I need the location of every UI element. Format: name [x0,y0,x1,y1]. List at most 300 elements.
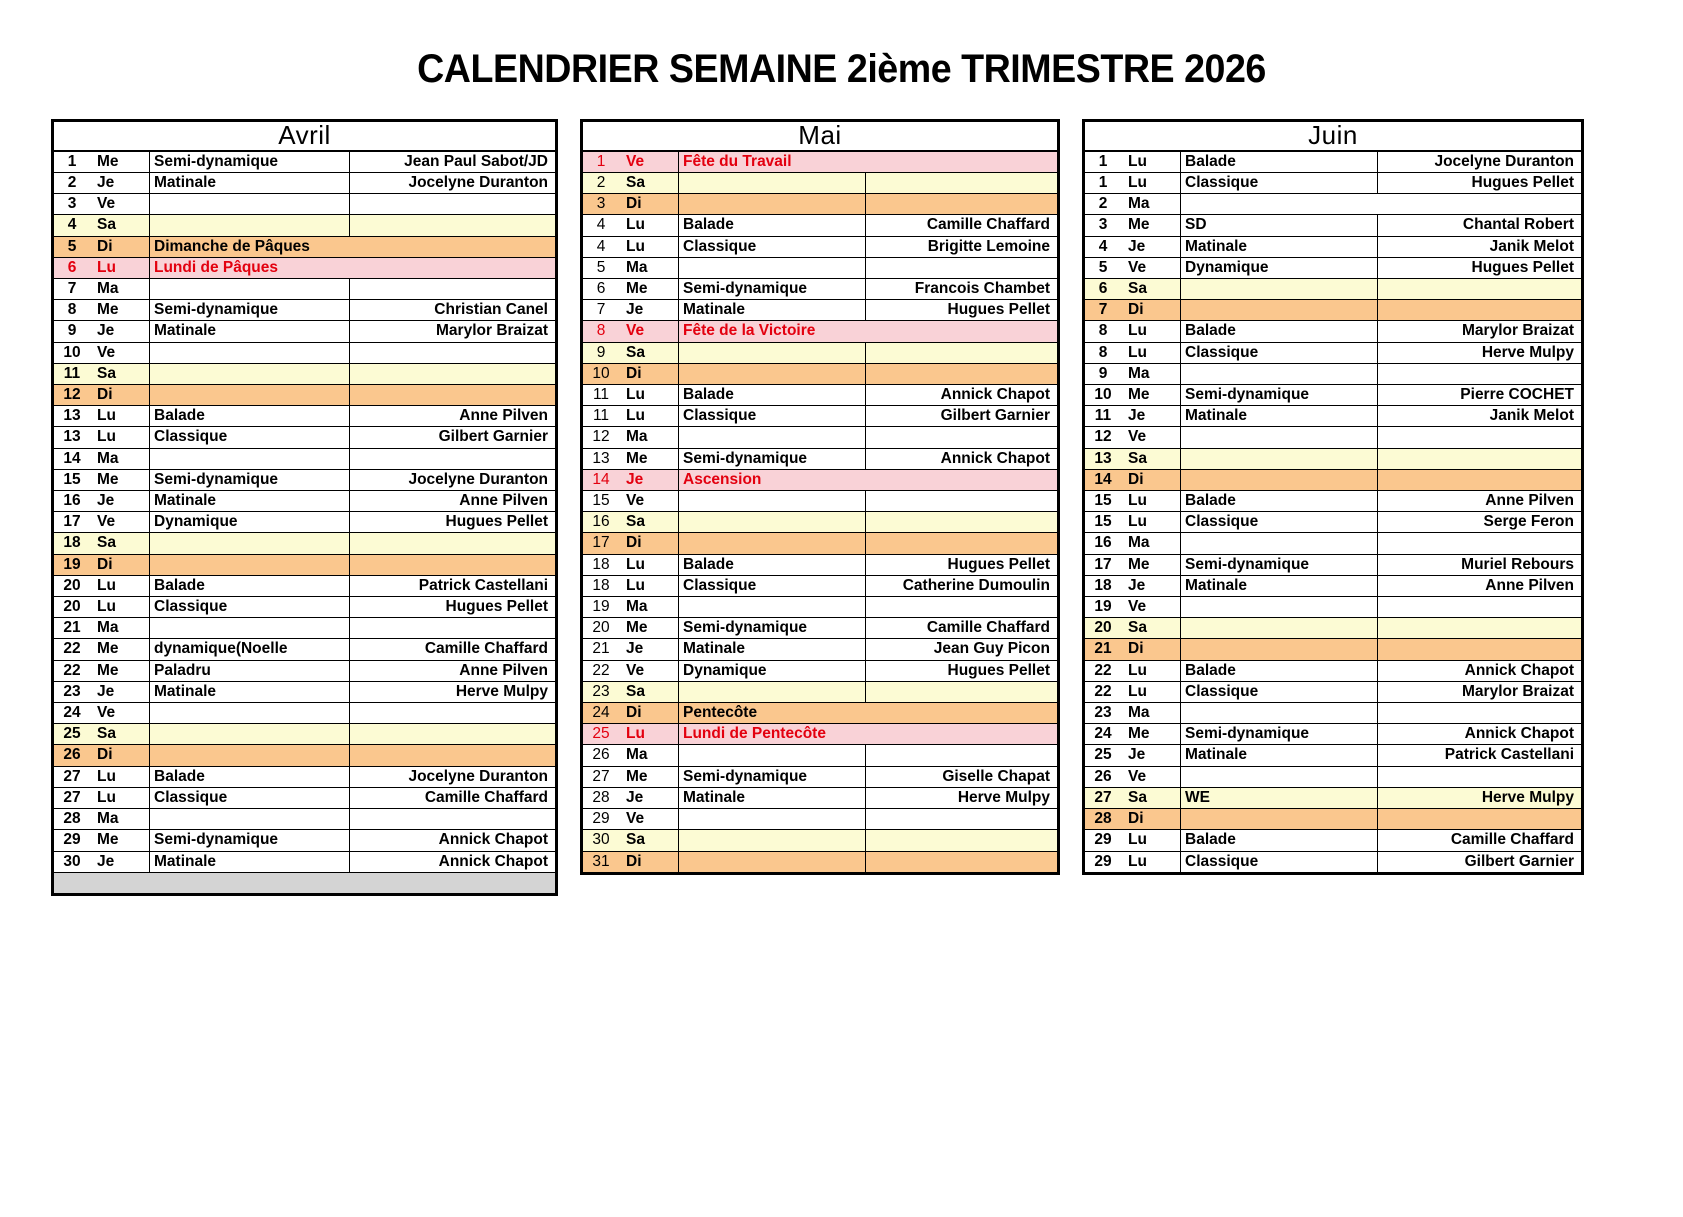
activity [679,681,866,702]
day-of-week: Ve [619,660,679,681]
activity [1181,300,1378,321]
day-of-week: Je [1121,406,1181,427]
instructor: Anne Pilven [350,406,556,427]
instructor: Hugues Pellet [866,300,1058,321]
day-number: 29 [1085,830,1122,851]
activity [1181,639,1378,660]
activity: dynamique(Noelle [150,639,350,660]
activity: Semi-dynamique [679,766,866,787]
calendar-row[interactable] [1085,469,1582,490]
instructor [350,385,556,406]
calendar-row[interactable] [54,681,556,702]
instructor [866,851,1058,872]
activity: Pentecôte [679,703,866,724]
day-number: 27 [1085,787,1122,808]
day-of-week: Je [619,639,679,660]
calendar-row[interactable] [1085,554,1582,575]
calendar-row[interactable] [1085,681,1582,702]
activity [1181,618,1378,639]
calendar-row[interactable] [54,703,556,724]
instructor: Herve Mulpy [1378,342,1582,363]
instructor: Camille Chaffard [866,215,1058,236]
calendar-row[interactable] [1085,809,1582,830]
instructor [350,533,556,554]
calendar-row[interactable] [583,173,1058,194]
day-number: 11 [54,363,91,384]
calendar-row[interactable] [54,745,556,766]
activity: Paladru [150,660,350,681]
calendar-row[interactable] [54,830,556,851]
calendar-row[interactable] [54,151,556,173]
calendar-row[interactable] [583,575,1058,596]
instructor: Hugues Pellet [350,597,556,618]
day-number: 30 [54,851,91,872]
instructor: Hugues Pellet [866,660,1058,681]
calendar-row[interactable] [54,279,556,300]
calendar-row[interactable] [1085,257,1582,278]
day-number: 18 [1085,575,1122,596]
day-of-week: Di [90,385,150,406]
day-of-week: Di [90,236,150,257]
calendar-row[interactable] [1085,851,1582,872]
instructor [350,809,556,830]
activity [679,342,866,363]
calendar-row[interactable] [54,321,556,342]
calendar-row[interactable] [54,342,556,363]
activity [1181,809,1378,830]
instructor: Marylor Braizat [1378,321,1582,342]
instructor [350,363,556,384]
activity: Matinale [150,173,350,194]
day-of-week: Je [619,787,679,808]
day-number: 25 [54,724,91,745]
activity [1181,766,1378,787]
instructor: Herve Mulpy [866,787,1058,808]
calendar-row[interactable] [1085,215,1582,236]
day-number: 6 [583,279,620,300]
calendar-row[interactable] [54,575,556,596]
instructor: Annick Chapot [350,830,556,851]
calendar-row[interactable] [1085,173,1582,194]
calendar-row[interactable] [583,703,1058,724]
instructor: Anne Pilven [350,660,556,681]
calendar-row[interactable] [54,215,556,236]
instructor [350,257,556,278]
calendar-row[interactable] [1085,787,1582,808]
activity [150,703,350,724]
calendar-row[interactable] [54,427,556,448]
activity: Balade [679,554,866,575]
activity [1181,427,1378,448]
activity: Matinale [679,787,866,808]
day-of-week: Je [90,681,150,702]
day-of-week: Sa [619,681,679,702]
day-number: 1 [1085,173,1122,194]
day-of-week: Je [90,491,150,512]
calendar-row[interactable] [54,618,556,639]
day-number: 24 [583,703,620,724]
calendar-row[interactable] [583,618,1058,639]
activity: Balade [150,406,350,427]
day-number: 4 [583,236,620,257]
instructor: Jean Guy Picon [866,639,1058,660]
calendar-row[interactable] [583,809,1058,830]
day-number: 17 [1085,554,1122,575]
calendar-row[interactable] [54,724,556,745]
calendar-row[interactable] [583,406,1058,427]
day-number: 18 [583,554,620,575]
calendar-row[interactable] [54,406,556,427]
day-number: 13 [54,427,91,448]
calendar-row[interactable] [583,766,1058,787]
calendar-row[interactable] [583,830,1058,851]
calendar-row[interactable] [583,236,1058,257]
instructor [866,342,1058,363]
calendar-row[interactable] [54,300,556,321]
day-number: 21 [1085,639,1122,660]
calendar-row[interactable] [1085,194,1582,215]
instructor: Janik Melot [1378,406,1582,427]
activity: Classique [1181,512,1378,533]
instructor: Gilbert Garnier [1378,851,1582,872]
day-number: 26 [54,745,91,766]
day-of-week: Sa [90,215,150,236]
day-of-week: Lu [619,406,679,427]
instructor: Hugues Pellet [1378,257,1582,278]
calendar-row[interactable] [583,681,1058,702]
instructor [866,469,1058,490]
instructor [350,194,556,215]
calendar-row[interactable] [54,194,556,215]
day-of-week: Ma [1121,703,1181,724]
calendar-row[interactable] [1085,575,1582,596]
instructor: Catherine Dumoulin [866,575,1058,596]
day-number: 12 [1085,427,1122,448]
day-of-week: Me [1121,385,1181,406]
calendar-row[interactable] [583,448,1058,469]
day-of-week: Lu [1121,151,1181,173]
day-of-week: Ve [619,809,679,830]
day-of-week: Lu [1121,830,1181,851]
day-of-week: Sa [90,724,150,745]
instructor [866,597,1058,618]
calendar-row[interactable] [1085,342,1582,363]
instructor [1378,809,1582,830]
instructor [866,491,1058,512]
day-of-week: Ma [619,597,679,618]
instructor [866,745,1058,766]
activity: Dynamique [679,660,866,681]
calendar-row[interactable] [583,257,1058,278]
activity: Lundi de Pâques [150,257,350,278]
day-of-week: Lu [90,406,150,427]
day-number: 14 [583,469,620,490]
day-number: 7 [54,279,91,300]
calendar-row[interactable] [54,554,556,575]
activity: Dynamique [1181,257,1378,278]
calendar-row[interactable] [54,173,556,194]
calendar-row[interactable] [54,491,556,512]
calendar-row[interactable] [583,385,1058,406]
activity: Matinale [1181,745,1378,766]
day-number: 4 [54,215,91,236]
day-number: 30 [583,830,620,851]
instructor: Janik Melot [1378,236,1582,257]
calendar-row[interactable] [1085,385,1582,406]
calendar-row[interactable] [54,597,556,618]
calendar-row[interactable] [54,236,556,257]
activity [679,427,866,448]
day-of-week: Di [619,194,679,215]
day-number: 18 [54,533,91,554]
instructor [866,151,1058,173]
calendar-row[interactable] [1085,427,1582,448]
instructor: Chantal Robert [1378,215,1582,236]
instructor [350,236,556,257]
activity: Matinale [150,681,350,702]
instructor: Serge Feron [1378,512,1582,533]
activity: Balade [679,385,866,406]
activity [1181,469,1378,490]
activity: Balade [150,575,350,596]
calendar-row[interactable] [54,639,556,660]
activity: Classique [1181,851,1378,872]
calendar-row[interactable] [583,300,1058,321]
calendar-row[interactable] [583,787,1058,808]
day-number: 3 [583,194,620,215]
instructor: Anne Pilven [1378,491,1582,512]
instructor: Herve Mulpy [1378,787,1582,808]
calendar-row[interactable] [583,554,1058,575]
activity [150,279,350,300]
day-of-week: Sa [619,830,679,851]
day-of-week: Je [619,300,679,321]
instructor: Annick Chapot [1378,660,1582,681]
day-of-week: Di [90,554,150,575]
calendar-row[interactable] [583,279,1058,300]
calendar-row[interactable] [54,448,556,469]
calendar-row[interactable] [1085,300,1582,321]
calendar-row[interactable] [583,469,1058,490]
month-title-avril: Avril [54,121,556,151]
instructor: Patrick Castellani [1378,745,1582,766]
calendar-row[interactable] [1085,533,1582,554]
day-of-week: Di [1121,469,1181,490]
day-of-week: Lu [619,236,679,257]
instructor [1378,597,1582,618]
day-of-week: Lu [1121,342,1181,363]
instructor [350,448,556,469]
instructor: Herve Mulpy [350,681,556,702]
instructor: Anne Pilven [1378,575,1582,596]
instructor: Jocelyne Duranton [1378,151,1582,173]
day-of-week: Di [1121,300,1181,321]
instructor [866,427,1058,448]
activity: Classique [679,236,866,257]
day-number: 7 [1085,300,1122,321]
day-number: 24 [1085,724,1122,745]
instructor [866,512,1058,533]
calendar-row[interactable] [1085,512,1582,533]
calendar-row[interactable] [54,766,556,787]
calendar-row[interactable] [583,533,1058,554]
instructor [866,194,1058,215]
calendar-row[interactable] [54,660,556,681]
activity: Matinale [1181,406,1378,427]
activity [1181,448,1378,469]
instructor [866,681,1058,702]
day-of-week: Di [619,703,679,724]
calendar-row[interactable] [1085,724,1582,745]
day-number: 22 [1085,681,1122,702]
calendar-row[interactable] [1085,236,1582,257]
calendar-row[interactable] [54,385,556,406]
day-number: 8 [1085,321,1122,342]
day-of-week: Lu [619,554,679,575]
activity [150,809,350,830]
calendar-row[interactable] [1085,597,1582,618]
day-number: 20 [1085,618,1122,639]
day-of-week: Lu [90,597,150,618]
day-number: 5 [583,257,620,278]
activity [150,363,350,384]
calendar-row[interactable] [54,787,556,808]
activity [679,491,866,512]
calendar-row[interactable] [583,724,1058,745]
activity: WE [1181,787,1378,808]
calendar-row[interactable] [583,745,1058,766]
calendar-row[interactable] [1085,745,1582,766]
calendar-row[interactable] [54,257,556,278]
calendar-row[interactable] [1085,491,1582,512]
day-of-week: Ve [90,342,150,363]
calendar-row[interactable] [1085,703,1582,724]
day-number: 14 [54,448,91,469]
instructor [1378,618,1582,639]
activity: Semi-dynamique [1181,385,1378,406]
calendar-row[interactable] [583,660,1058,681]
calendar-row[interactable] [1085,363,1582,384]
instructor: Camille Chaffard [350,639,556,660]
calendar-row[interactable] [583,512,1058,533]
instructor [1378,448,1582,469]
calendar-row[interactable] [583,851,1058,872]
activity [150,724,350,745]
calendar-row[interactable] [583,194,1058,215]
activity: Dimanche de Pâques [150,236,350,257]
activity [679,809,866,830]
calendar-row[interactable] [1085,406,1582,427]
calendar-row[interactable] [583,342,1058,363]
day-of-week: Me [90,639,150,660]
calendar-row[interactable] [1085,321,1582,342]
calendar-row[interactable] [583,215,1058,236]
calendar-row[interactable] [1085,830,1582,851]
day-of-week: Me [90,151,150,173]
day-of-week: Ma [90,809,150,830]
calendar-row[interactable] [583,363,1058,384]
activity: Fête du Travail [679,151,866,173]
day-number: 4 [1085,236,1122,257]
day-number: 13 [1085,448,1122,469]
activity [679,194,866,215]
calendar-row[interactable] [583,427,1058,448]
calendar-row[interactable] [54,851,556,872]
calendar-row[interactable] [54,363,556,384]
calendar-row[interactable] [54,533,556,554]
activity [150,215,350,236]
calendar-row[interactable] [1085,279,1582,300]
activity: Dynamique [150,512,350,533]
calendar-row[interactable] [583,321,1058,342]
activity [679,512,866,533]
activity [679,745,866,766]
day-number: 23 [1085,703,1122,724]
month-title-mai: Mai [583,121,1058,151]
instructor [350,215,556,236]
day-number: 14 [1085,469,1122,490]
activity: Classique [1181,173,1378,194]
day-number: 10 [1085,385,1122,406]
instructor [1378,279,1582,300]
day-of-week: Ma [619,745,679,766]
activity [150,533,350,554]
calendar-row[interactable] [583,639,1058,660]
instructor [866,809,1058,830]
activity [679,257,866,278]
day-of-week: Lu [90,257,150,278]
day-number: 15 [54,469,91,490]
calendar-row[interactable] [583,597,1058,618]
calendar-row[interactable] [1085,618,1582,639]
day-number: 15 [583,491,620,512]
activity: Classique [150,597,350,618]
day-of-week: Sa [619,342,679,363]
calendar-row[interactable] [1085,448,1582,469]
instructor [866,173,1058,194]
activity: Balade [1181,321,1378,342]
day-of-week: Ma [90,279,150,300]
day-number: 17 [54,512,91,533]
activity [1181,279,1378,300]
day-number: 25 [583,724,620,745]
calendar-row[interactable] [1085,766,1582,787]
activity [150,194,350,215]
instructor [866,257,1058,278]
calendar-row[interactable] [54,512,556,533]
day-of-week: Di [619,533,679,554]
instructor [1378,766,1582,787]
calendar-row[interactable] [1085,660,1582,681]
activity: Matinale [1181,236,1378,257]
day-number: 13 [583,448,620,469]
day-number: 26 [583,745,620,766]
calendar-row[interactable] [583,151,1058,173]
calendar-row[interactable] [1085,639,1582,660]
day-of-week: Di [619,851,679,872]
instructor [866,724,1058,745]
day-of-week: Sa [1121,448,1181,469]
day-number: 7 [583,300,620,321]
calendar-row[interactable] [583,491,1058,512]
calendar-row[interactable] [54,809,556,830]
instructor: Camille Chaffard [866,618,1058,639]
day-number: 12 [54,385,91,406]
day-number: 9 [54,321,91,342]
day-number: 8 [1085,342,1122,363]
calendar-row[interactable] [1085,151,1582,173]
calendar-row[interactable] [54,469,556,490]
